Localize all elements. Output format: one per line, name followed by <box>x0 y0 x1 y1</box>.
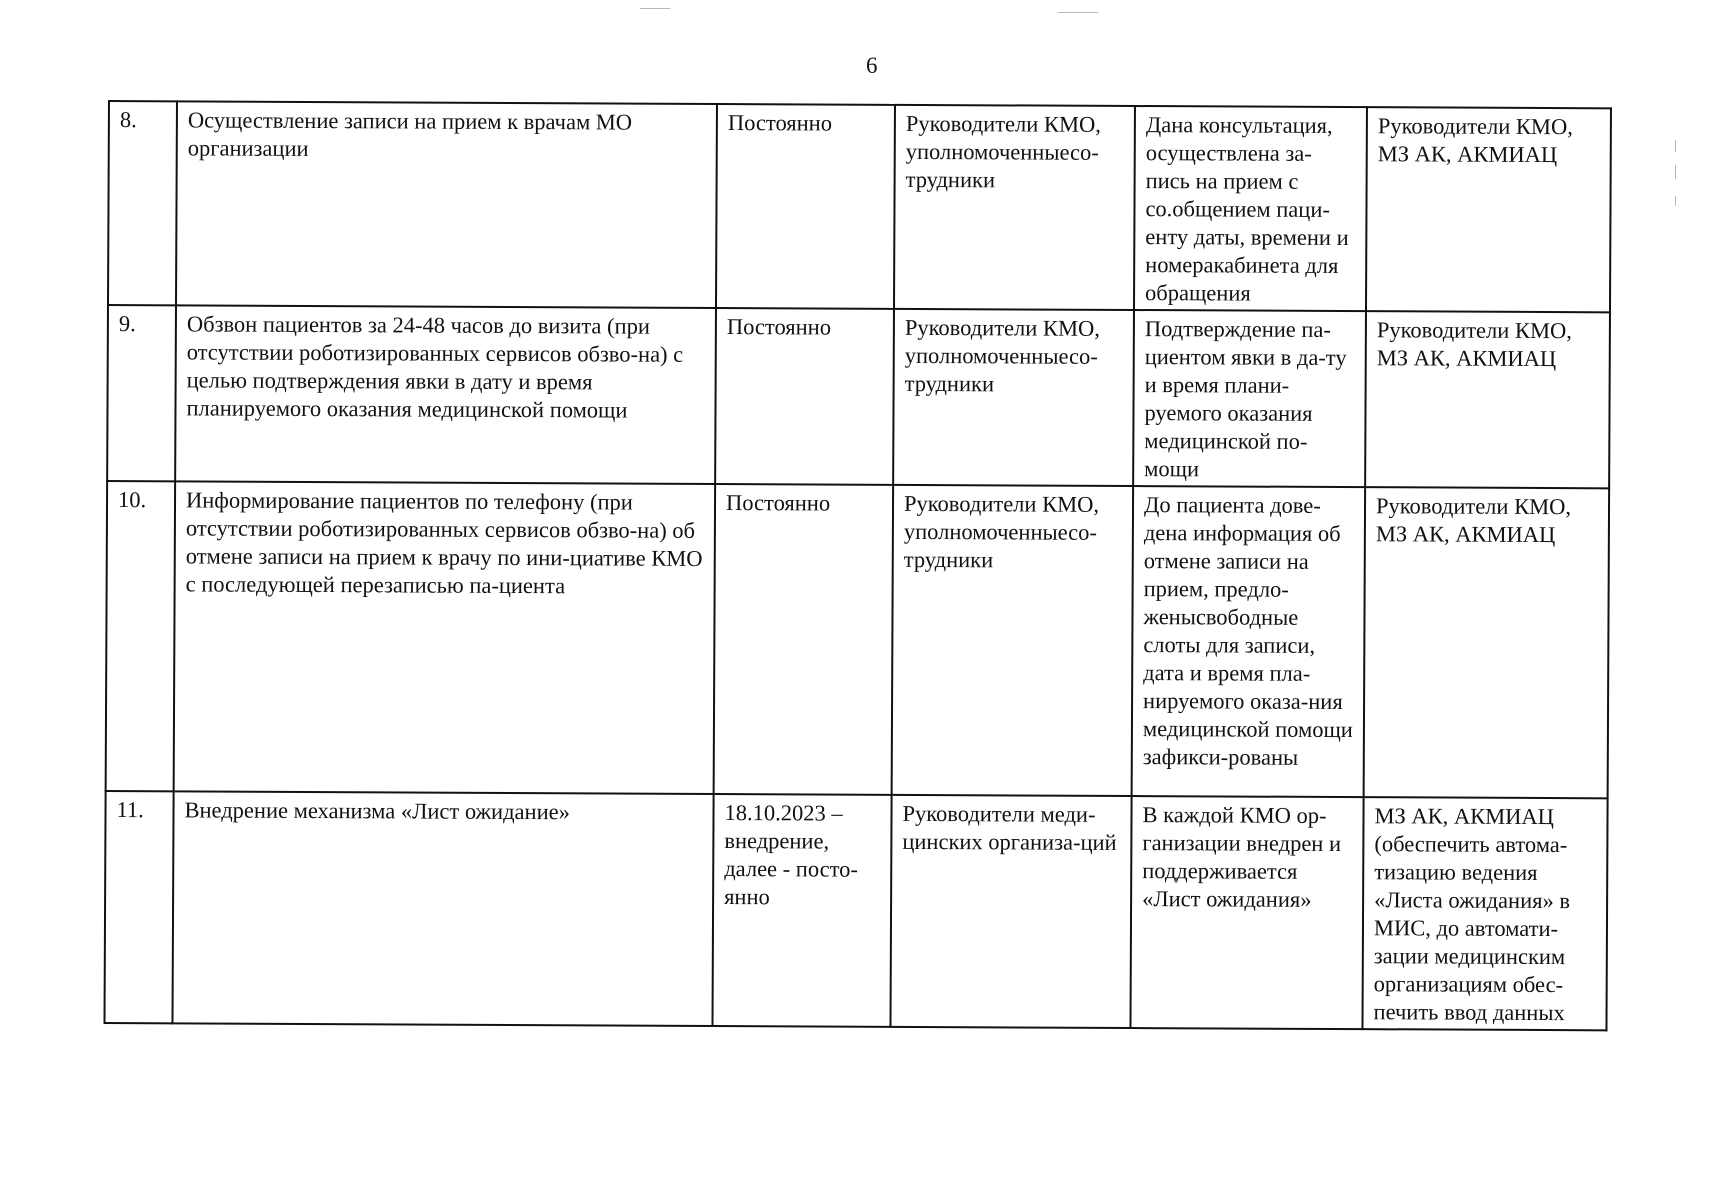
row-number: 10. <box>106 481 176 791</box>
result-cell: Подтверждение па-циентом явки в да-ту и время плани-руемого оказания медицинской по-мощи <box>1133 310 1366 487</box>
row-number: 9. <box>107 305 176 481</box>
responsible-cell: Руководители КМО, уполномоченныесо-трудники <box>892 485 1134 796</box>
control-cell: Руководители КМО, МЗ АК, АКМИАЦ <box>1364 487 1610 798</box>
responsible-cell: Руководители КМО, уполномоченныесо-трудники <box>893 309 1134 486</box>
control-cell: Руководители КМО, МЗ АК, АКМИАЦ <box>1365 311 1610 488</box>
term-cell: Постоянно <box>716 104 895 309</box>
term-cell: Постоянно <box>715 308 894 485</box>
action-plan-table <box>103 100 1611 1031</box>
control-cell: Руководители КМО, МЗ АК, АКМИАЦ <box>1366 107 1611 312</box>
row-number: 8. <box>108 101 177 305</box>
scan-speck <box>1675 140 1676 152</box>
action-cell: Обзвон пациентов за 24-48 часов до визита (при отсутствии роботизированных сервисов обзво-на) с целью подтверждения явки в дату и время планируемого оказания медицинской помощи <box>175 305 716 484</box>
result-cell: Дана консультация, осуществлена за-пись на прием с со.общением паци-енту даты, времени и номеракабинета для обращения <box>1134 106 1367 311</box>
result-cell: В каждой КМО ор-ганизации внедрен и поддерживается «Лист ожидания» <box>1130 796 1363 1029</box>
table-row <box>108 101 1611 312</box>
action-cell: Информирование пациентов по телефону (при отсутствии роботизированных сервисов обзво-на) об отмене записи на прием к врачу по ини-циативе КМО с последующей перезаписью па-циента <box>174 481 716 794</box>
action-cell: Осуществление записи на прием к врачам МО организации <box>176 101 717 308</box>
table-row <box>106 481 1609 798</box>
control-cell: МЗ АК, АКМИАЦ (обеспечить автома-тизацию ведения «Листа ожидания» в МИС, до автомати-зации медицинским организациям обес-печить ввод данных <box>1362 797 1607 1030</box>
result-cell: До пациента дове-дена информация об отмене записи на прием, предло-женысвободные слоты для записи, дата и время пла-нируемого оказа-ния медицинской помощи зафикси-рованы <box>1132 486 1366 797</box>
responsible-cell: Руководители КМО, уполномоченныесо-трудники <box>894 105 1135 310</box>
row-number: 11. <box>104 791 173 1023</box>
table-row <box>104 791 1607 1030</box>
scan-speck <box>1675 165 1676 179</box>
scan-speck <box>1058 12 1098 13</box>
responsible-cell: Руководители меди-цинских организа-ций <box>890 795 1131 1028</box>
page-number: 6 <box>866 53 878 78</box>
action-cell: Внедрение механизма «Лист ожидание» <box>172 791 713 1026</box>
term-cell: 18.10.2023 – внедрение, далее - посто-янно <box>712 794 891 1027</box>
scan-speck <box>1675 196 1676 206</box>
table-row <box>107 305 1610 488</box>
scan-speck <box>640 8 670 9</box>
term-cell: Постоянно <box>714 484 894 795</box>
